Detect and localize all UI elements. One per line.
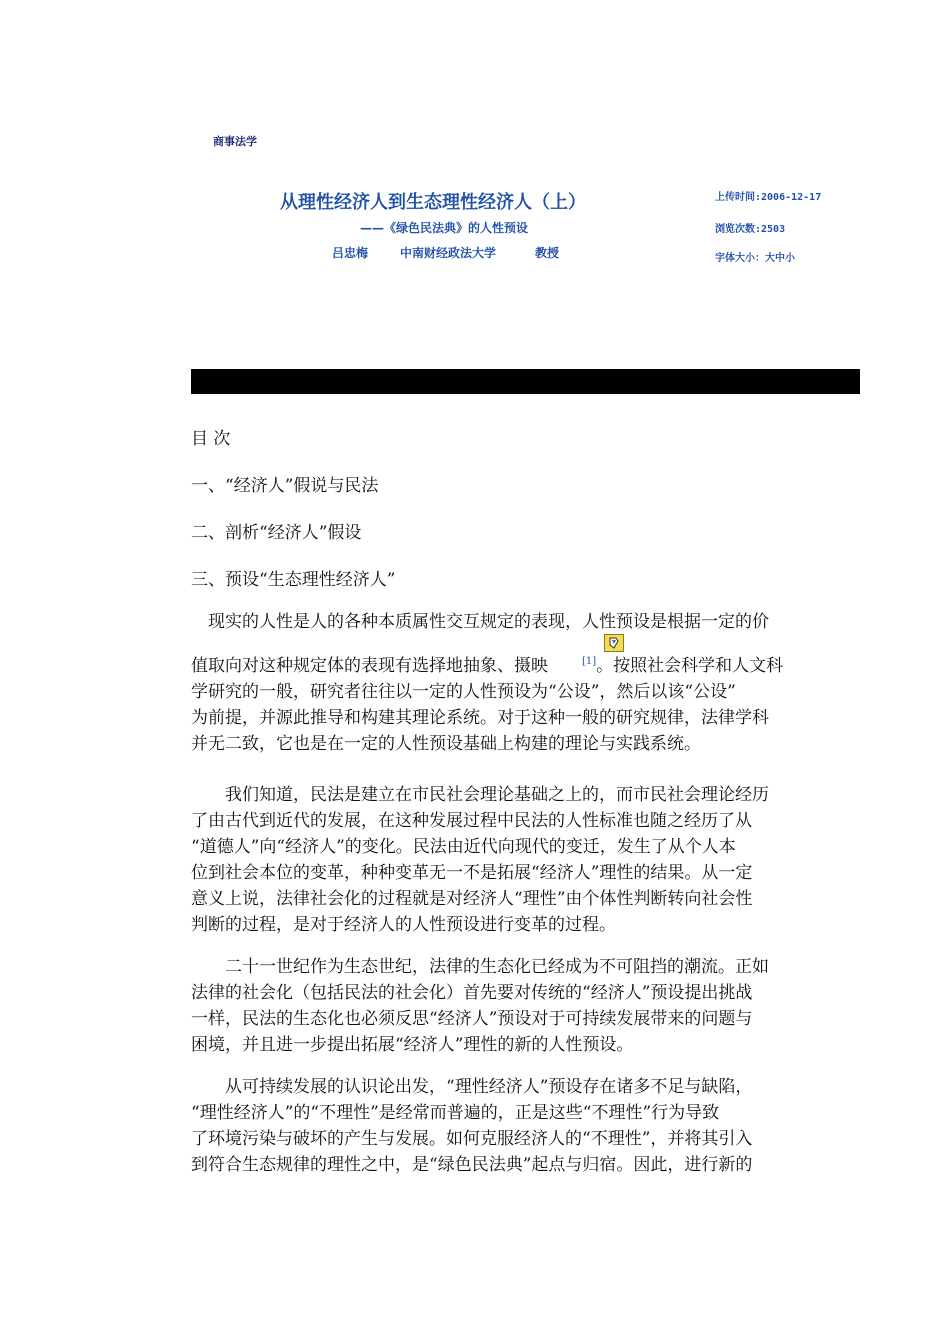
footnote-ref-1[interactable]: [1] bbox=[582, 656, 597, 667]
header-divider-bar bbox=[191, 369, 860, 394]
paragraph-line: “理性经济人”的“不理性”是经常而普遍的，正是这些“不理性”行为导致 bbox=[191, 1103, 720, 1123]
paragraph-line: 到符合生态规律的理性之中，是“绿色民法典”起点与归宿。因此，进行新的 bbox=[191, 1155, 753, 1175]
section-category: 商事法学 bbox=[213, 135, 257, 148]
font-size-label: 字体大小： bbox=[715, 253, 765, 264]
paragraph-line: 意义上说，法律社会化的过程就是对经济人“理性”由个体性判断转向社会性 bbox=[191, 889, 753, 909]
upload-time: 上传时间:2006-12-17 bbox=[715, 192, 822, 203]
toc-item-2[interactable]: 二、剖析“经济人”假设 bbox=[191, 523, 362, 543]
paragraph-line: 并无二致，它也是在一定的人性预设基础上构建的理论与实践系统。 bbox=[191, 734, 701, 754]
toc-item-1[interactable]: 一、“经济人”假说与民法 bbox=[191, 476, 379, 496]
paragraph-line: 学研究的一般，研究者往往以一定的人性预设为“公设”，然后以该“公设” bbox=[191, 682, 736, 702]
paragraph-fragment: 。按照社会科学和人文科 bbox=[596, 656, 784, 676]
article-title: 从理性经济人到生态理性经济人（上） bbox=[280, 192, 586, 213]
paragraph-line: 困境，并且进一步提出拓展“经济人”理性的新的人性预设。 bbox=[191, 1035, 634, 1055]
author-institution: 中南财经政法大学 bbox=[400, 246, 497, 260]
footnote-link-icon[interactable] bbox=[604, 634, 624, 652]
font-size-small-link[interactable]: 小 bbox=[785, 253, 795, 264]
paragraph-line: 了环境污染与破坏的产生与发展。如何克服经济人的“不理性”，并将其引入 bbox=[191, 1129, 753, 1149]
paragraph-line: “道德人”向“经济人”的变化。民法由近代向现代的变迁，发生了从个人本 bbox=[191, 837, 736, 857]
paragraph-line: 现实的人性是人的各种本质属性交互规定的表现，人性预设是根据一定的价 bbox=[191, 612, 769, 632]
paragraph-line: 判断的过程，是对于经济人的人性预设进行变革的过程。 bbox=[191, 915, 616, 935]
toc-heading: 目 次 bbox=[191, 429, 231, 449]
paragraph-line: 从可持续发展的认识论出发，“理性经济人”预设存在诸多不足与缺陷， bbox=[191, 1077, 753, 1097]
paragraph-fragment: 值取向对这种规定体的表现有选择地抽象、摄映 bbox=[191, 656, 548, 676]
paragraph-line bbox=[191, 653, 855, 679]
paragraph-4 bbox=[191, 1074, 855, 1178]
font-size-control bbox=[715, 249, 795, 264]
article-subtitle: ——《绿色民法典》的人性预设 bbox=[360, 221, 529, 235]
paragraph-1 bbox=[191, 609, 855, 757]
author-name: 吕忠梅 bbox=[332, 246, 369, 260]
toc-item-3[interactable]: 三、预设“生态理性经济人” bbox=[191, 570, 396, 590]
paragraph-3 bbox=[191, 954, 855, 1058]
paragraph-line: 位到社会本位的变革，种种变革无一不是拓展“经济人”理性的结果。从一定 bbox=[191, 863, 753, 883]
author-position: 教授 bbox=[535, 246, 560, 260]
paragraph-2 bbox=[191, 782, 855, 938]
paragraph-line: 为前提，并源此推导和构建其理论系统。对于这种一般的研究规律，法律学科 bbox=[191, 708, 769, 728]
paragraph-line: 了由古代到近代的发展，在这种发展过程中民法的人性标准也随之经历了从 bbox=[191, 811, 752, 831]
paragraph-line: 法律的社会化（包括民法的社会化）首先要对传统的“经济人”预设提出挑战 bbox=[191, 983, 753, 1003]
view-count: 浏览次数:2503 bbox=[715, 224, 786, 235]
paragraph-line: 我们知道，民法是建立在市民社会理论基础之上的，而市民社会理论经历 bbox=[191, 785, 769, 805]
font-size-medium-link[interactable]: 中 bbox=[775, 253, 785, 264]
font-size-large-link[interactable]: 大 bbox=[765, 253, 775, 264]
paragraph-line: 一样，民法的生态化也必须反思“经济人”预设对于可持续发展带来的问题与 bbox=[191, 1009, 753, 1029]
paragraph-line: 二十一世纪作为生态世纪，法律的生态化已经成为不可阻挡的潮流。正如 bbox=[191, 957, 769, 977]
